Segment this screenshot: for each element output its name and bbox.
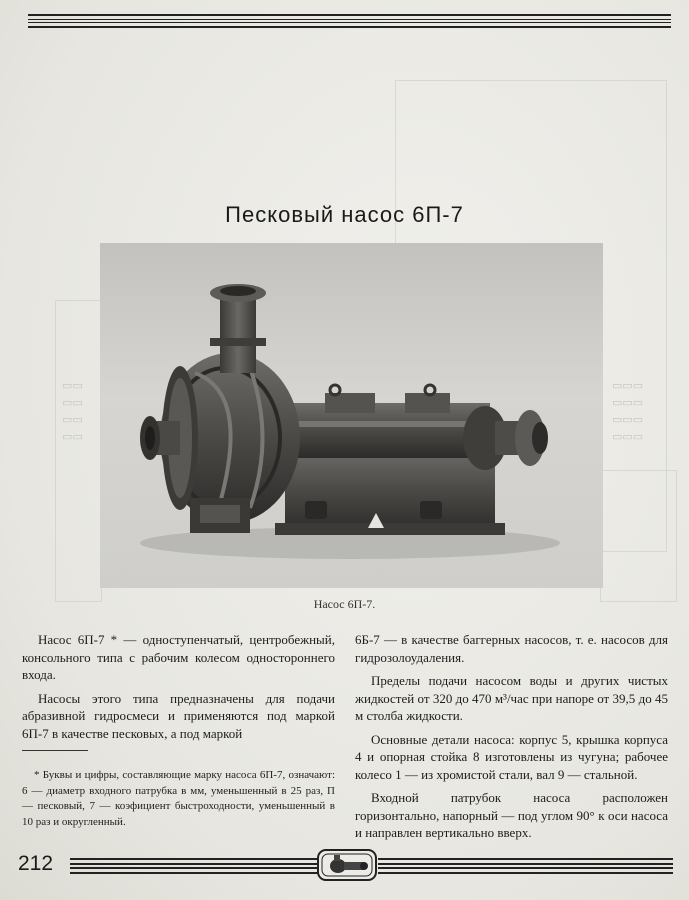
bottom-ornamental-border-left xyxy=(70,858,320,874)
footnote-divider xyxy=(22,750,88,751)
pump-photo xyxy=(100,243,603,588)
bleed-through-frame xyxy=(600,470,677,602)
paragraph: Насосы этого типа предназначены для подачи абразивной гидросмеси и применяются под маркой 6П-7 в качестве песковых, а под маркой xyxy=(22,690,335,741)
bleed-through-marks: ▭▭▭ ▭▭▭ ▭▭▭ ▭▭▭ xyxy=(612,380,644,443)
footnote-text: * Буквы и цифры, составляющие марку насоса 6П-7, означают: 6 — диаметр входного патрубка в мм, уменьшенный в 25 раз, П — песковый, 7 — коэфициент быстроходности, уменьшенный в 10 раз и округленный. xyxy=(22,769,335,828)
bleed-through-marks: ▭▭ ▭▭ ▭▭ ▭▭ xyxy=(62,380,83,443)
centrifugal-pump-illustration xyxy=(100,243,603,588)
text-column-right xyxy=(355,631,668,842)
page-number: 212 xyxy=(18,852,54,875)
paragraph: Основные детали насоса: корпус 5, крышка корпуса 4 и опорная стойка 8 изготовлены из чугуна; рабочее колесо 1 — из хромистой стали, вал 9 — стальной. xyxy=(355,731,668,782)
paragraph: Насос 6П-7 * — одноступенчатый, центробежный, консольного типа с рабочим колесом одностороннего входа. xyxy=(22,632,335,682)
pump-emblem-icon xyxy=(316,848,378,882)
bottom-ornamental-border-right xyxy=(378,858,673,874)
page-title: Песковый насос 6П-7 xyxy=(225,202,464,227)
paragraph: 6Б-7 — в качестве баггерных насосов, т. е. насосов для гидрозолоудаления. xyxy=(355,632,668,665)
top-ornamental-border xyxy=(28,14,671,28)
text-column-left xyxy=(22,631,335,742)
figure-caption: Насос 6П-7. xyxy=(313,597,376,611)
paragraph: Пределы подачи насосом воды и других чистых жидкостей от 320 до 470 м³/час при напоре от 39,5 до 45 м столба жидкости. xyxy=(355,673,668,723)
paragraph: Входной патрубок насоса расположен горизонтально, напорный — под углом 90° к оси насоса и направлен вертикально вверх. xyxy=(355,790,668,840)
footnote xyxy=(22,768,335,830)
bleed-through-frame xyxy=(55,300,102,602)
